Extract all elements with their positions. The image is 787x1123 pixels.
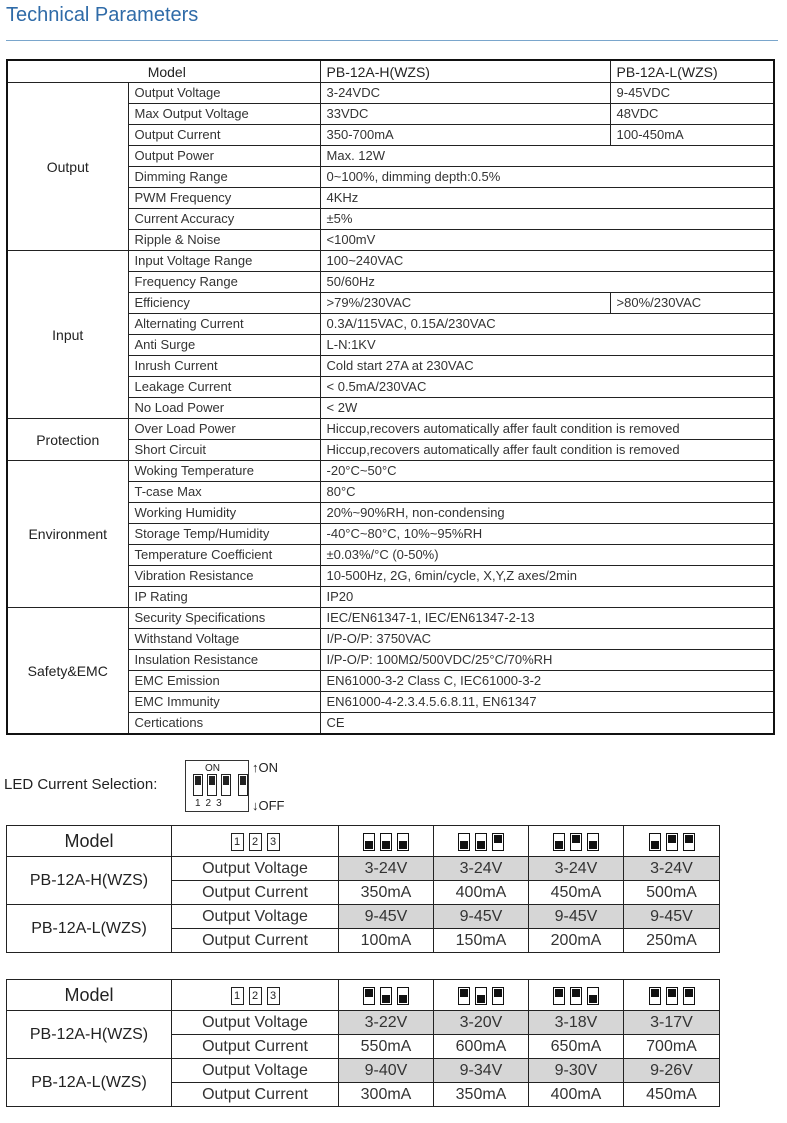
spec-row (7, 83, 774, 104)
spec-group-label: Protection (7, 419, 128, 461)
spec-param: EMC Emission (128, 671, 320, 692)
model-header: Model (7, 980, 172, 1011)
spec-value: Hiccup,recovers automatically affer fault condition is removed (320, 440, 774, 461)
dip-switch-up-icon (492, 987, 504, 1005)
spec-param: Output Voltage (128, 83, 320, 104)
spec-param: Input Voltage Range (128, 251, 320, 272)
current-selection-table-1 (6, 825, 720, 953)
spec-value: I/P-O/P: 100MΩ/500VDC/25°C/70%RH (320, 650, 774, 671)
current-value: 200mA (529, 929, 624, 953)
spec-value: 0~100%, dimming depth:0.5% (320, 167, 774, 188)
switch-setting-cell (339, 980, 434, 1011)
spec-param: Ripple & Noise (128, 230, 320, 251)
dip-switch-up-icon (666, 987, 678, 1005)
current-label: Output Current (172, 1083, 339, 1107)
model-l-header: PB-12A-L(WZS) (610, 60, 774, 83)
spec-param: Temperature Coefficient (128, 545, 320, 566)
spec-param: Anti Surge (128, 335, 320, 356)
dip-switch-down-icon (475, 833, 487, 851)
dip-switch-down-icon (649, 833, 661, 851)
dip-position-numbers: 123 (195, 798, 227, 809)
voltage-row (7, 905, 720, 929)
spec-param: Vibration Resistance (128, 566, 320, 587)
dip-switch-down-icon (587, 833, 599, 851)
spec-param: Frequency Range (128, 272, 320, 293)
switch-setting-cell (339, 826, 434, 857)
switch-numbers-cell (172, 826, 339, 857)
spec-row (7, 251, 774, 272)
current-value: 100mA (339, 929, 434, 953)
spec-value: <100mV (320, 230, 774, 251)
spec-param: Inrush Current (128, 356, 320, 377)
spec-value: 20%~90%RH, non-condensing (320, 503, 774, 524)
model-h-header: PB-12A-H(WZS) (320, 60, 610, 83)
current-value: 550mA (339, 1035, 434, 1059)
voltage-label: Output Voltage (172, 1011, 339, 1035)
dip-switch-up-icon (458, 987, 470, 1005)
spec-param: EMC Immunity (128, 692, 320, 713)
dip-switch-icon (221, 774, 231, 796)
switch-numbers-cell (172, 980, 339, 1011)
dip-switch-down-icon (380, 833, 392, 851)
current-label: Output Current (172, 881, 339, 905)
voltage-value: 9-45V (624, 905, 720, 929)
model-name: PB-12A-L(WZS) (7, 1059, 172, 1107)
selection-header-row (7, 980, 720, 1011)
spec-value-h: 350-700mA (320, 125, 610, 146)
spec-group-label: Input (7, 251, 128, 419)
spec-value: -20°C~50°C (320, 461, 774, 482)
page-title: Technical Parameters (6, 4, 199, 26)
led-current-selection-label: LED Current Selection: (4, 776, 158, 793)
voltage-value: 9-34V (434, 1059, 529, 1083)
spec-value: I/P-O/P: 3750VAC (320, 629, 774, 650)
dip-switch-down-icon (458, 833, 470, 851)
dip-switch-down-icon (587, 987, 599, 1005)
spec-value: 4KHz (320, 188, 774, 209)
spec-row (7, 461, 774, 482)
spec-value: ±0.03%/°C (0-50%) (320, 545, 774, 566)
voltage-value: 9-30V (529, 1059, 624, 1083)
spec-row (7, 419, 774, 440)
switch-setting-cell (434, 826, 529, 857)
spec-group-label: Environment (7, 461, 128, 608)
spec-value: < 0.5mA/230VAC (320, 377, 774, 398)
spec-value: L-N:1KV (320, 335, 774, 356)
voltage-value: 3-17V (624, 1011, 720, 1035)
switch-number-icon: 2 (249, 833, 262, 851)
spec-param: Current Accuracy (128, 209, 320, 230)
voltage-value: 9-26V (624, 1059, 720, 1083)
dip-switch-icon (193, 774, 203, 796)
title-divider (6, 40, 778, 41)
dip-switch-up-icon (683, 833, 695, 851)
spec-value: IP20 (320, 587, 774, 608)
switch-number-icon: 3 (267, 987, 280, 1005)
current-value: 250mA (624, 929, 720, 953)
dip-switch-up-icon (570, 987, 582, 1005)
spec-value: CE (320, 713, 774, 735)
voltage-label: Output Voltage (172, 857, 339, 881)
current-value: 450mA (529, 881, 624, 905)
spec-value-l: 48VDC (610, 104, 774, 125)
spec-value: ±5% (320, 209, 774, 230)
dip-switch-icon (207, 774, 217, 796)
voltage-row (7, 1059, 720, 1083)
dip-switch-up-icon (553, 987, 565, 1005)
spec-param: Withstand Voltage (128, 629, 320, 650)
dip-switch-down-icon (397, 833, 409, 851)
switch-setting-cell (529, 980, 624, 1011)
voltage-value: 3-24V (529, 857, 624, 881)
voltage-value: 3-22V (339, 1011, 434, 1035)
spec-row (7, 608, 774, 629)
dip-switch-up-icon (649, 987, 661, 1005)
current-value: 500mA (624, 881, 720, 905)
voltage-value: 3-20V (434, 1011, 529, 1035)
dip-switch-down-icon (553, 833, 565, 851)
spec-param: PWM Frequency (128, 188, 320, 209)
switch-setting-cell (529, 826, 624, 857)
spec-value: < 2W (320, 398, 774, 419)
current-value: 700mA (624, 1035, 720, 1059)
spec-value: 100~240VAC (320, 251, 774, 272)
dip-switch-up-icon (363, 987, 375, 1005)
spec-value: -40°C~80°C, 10%~95%RH (320, 524, 774, 545)
current-value: 350mA (339, 881, 434, 905)
switch-number-icon: 3 (267, 833, 280, 851)
spec-group-label: Output (7, 83, 128, 251)
current-value: 650mA (529, 1035, 624, 1059)
model-header: Model (7, 60, 320, 83)
voltage-row (7, 1011, 720, 1035)
dip-switch-down-icon (380, 987, 392, 1005)
dip-switch-up-icon (666, 833, 678, 851)
switch-setting-cell (434, 980, 529, 1011)
spec-param: Alternating Current (128, 314, 320, 335)
switch-number-icon: 2 (249, 987, 262, 1005)
spec-value-l: 100-450mA (610, 125, 774, 146)
current-value: 350mA (434, 1083, 529, 1107)
voltage-value: 9-40V (339, 1059, 434, 1083)
voltage-value: 9-45V (434, 905, 529, 929)
current-label: Output Current (172, 929, 339, 953)
dip-switch-up-icon (570, 833, 582, 851)
voltage-value: 3-24V (624, 857, 720, 881)
spec-param: Working Humidity (128, 503, 320, 524)
current-value: 150mA (434, 929, 529, 953)
spec-param: Certications (128, 713, 320, 735)
off-arrow-label: ↓OFF (252, 798, 285, 813)
spec-value: Max. 12W (320, 146, 774, 167)
spec-param: Dimming Range (128, 167, 320, 188)
current-value: 450mA (624, 1083, 720, 1107)
spec-value-l: >80%/230VAC (610, 293, 774, 314)
spec-group-label: Safety&EMC (7, 608, 128, 735)
dip-switch-down-icon (397, 987, 409, 1005)
current-value: 600mA (434, 1035, 529, 1059)
spec-param: Output Current (128, 125, 320, 146)
on-arrow-label: ↑ON (252, 760, 278, 775)
spec-param: Max Output Voltage (128, 104, 320, 125)
dip-switch-legend (185, 760, 249, 812)
dip-switch-up-icon (492, 833, 504, 851)
spec-value: EN61000-3-2 Class C, IEC61000-3-2 (320, 671, 774, 692)
dip-on-label: ON (205, 763, 220, 774)
spec-param: Short Circuit (128, 440, 320, 461)
current-label: Output Current (172, 1035, 339, 1059)
dip-switch-down-icon (363, 833, 375, 851)
model-name: PB-12A-L(WZS) (7, 905, 172, 953)
voltage-value: 3-24V (434, 857, 529, 881)
spec-table (6, 59, 775, 735)
spec-param: Over Load Power (128, 419, 320, 440)
current-value: 300mA (339, 1083, 434, 1107)
switch-number-icon: 1 (231, 987, 244, 1005)
voltage-value: 3-18V (529, 1011, 624, 1035)
spec-value-l: 9-45VDC (610, 83, 774, 104)
switch-setting-cell (624, 826, 720, 857)
current-value: 400mA (529, 1083, 624, 1107)
spec-value: 0.3A/115VAC, 0.15A/230VAC (320, 314, 774, 335)
voltage-row (7, 857, 720, 881)
spec-param: Woking Temperature (128, 461, 320, 482)
current-value: 400mA (434, 881, 529, 905)
spec-param: Security Specifications (128, 608, 320, 629)
spec-value-h: 33VDC (320, 104, 610, 125)
switch-setting-cell (624, 980, 720, 1011)
voltage-label: Output Voltage (172, 905, 339, 929)
dip-switch-icon (238, 774, 248, 796)
spec-value: IEC/EN61347-1, IEC/EN61347-2-13 (320, 608, 774, 629)
spec-param: No Load Power (128, 398, 320, 419)
voltage-value: 3-24V (339, 857, 434, 881)
spec-param: Leakage Current (128, 377, 320, 398)
spec-param: Insulation Resistance (128, 650, 320, 671)
spec-param: IP Rating (128, 587, 320, 608)
voltage-label: Output Voltage (172, 1059, 339, 1083)
spec-value: 80°C (320, 482, 774, 503)
current-selection-table-2 (6, 979, 720, 1107)
model-header: Model (7, 826, 172, 857)
voltage-value: 9-45V (529, 905, 624, 929)
dip-switch-up-icon (683, 987, 695, 1005)
dip-switch-down-icon (475, 987, 487, 1005)
spec-header-row (7, 60, 774, 83)
voltage-value: 9-45V (339, 905, 434, 929)
spec-value-h: >79%/230VAC (320, 293, 610, 314)
spec-param: Output Power (128, 146, 320, 167)
model-name: PB-12A-H(WZS) (7, 857, 172, 905)
spec-value: Cold start 27A at 230VAC (320, 356, 774, 377)
spec-value: EN61000-4-2.3.4.5.6.8.11, EN61347 (320, 692, 774, 713)
spec-param: Efficiency (128, 293, 320, 314)
spec-value: 10-500Hz, 2G, 6min/cycle, X,Y,Z axes/2min (320, 566, 774, 587)
spec-param: T-case Max (128, 482, 320, 503)
spec-value: Hiccup,recovers automatically affer fault condition is removed (320, 419, 774, 440)
switch-number-icon: 1 (231, 833, 244, 851)
spec-param: Storage Temp/Humidity (128, 524, 320, 545)
selection-header-row (7, 826, 720, 857)
model-name: PB-12A-H(WZS) (7, 1011, 172, 1059)
spec-value: 50/60Hz (320, 272, 774, 293)
spec-value-h: 3-24VDC (320, 83, 610, 104)
